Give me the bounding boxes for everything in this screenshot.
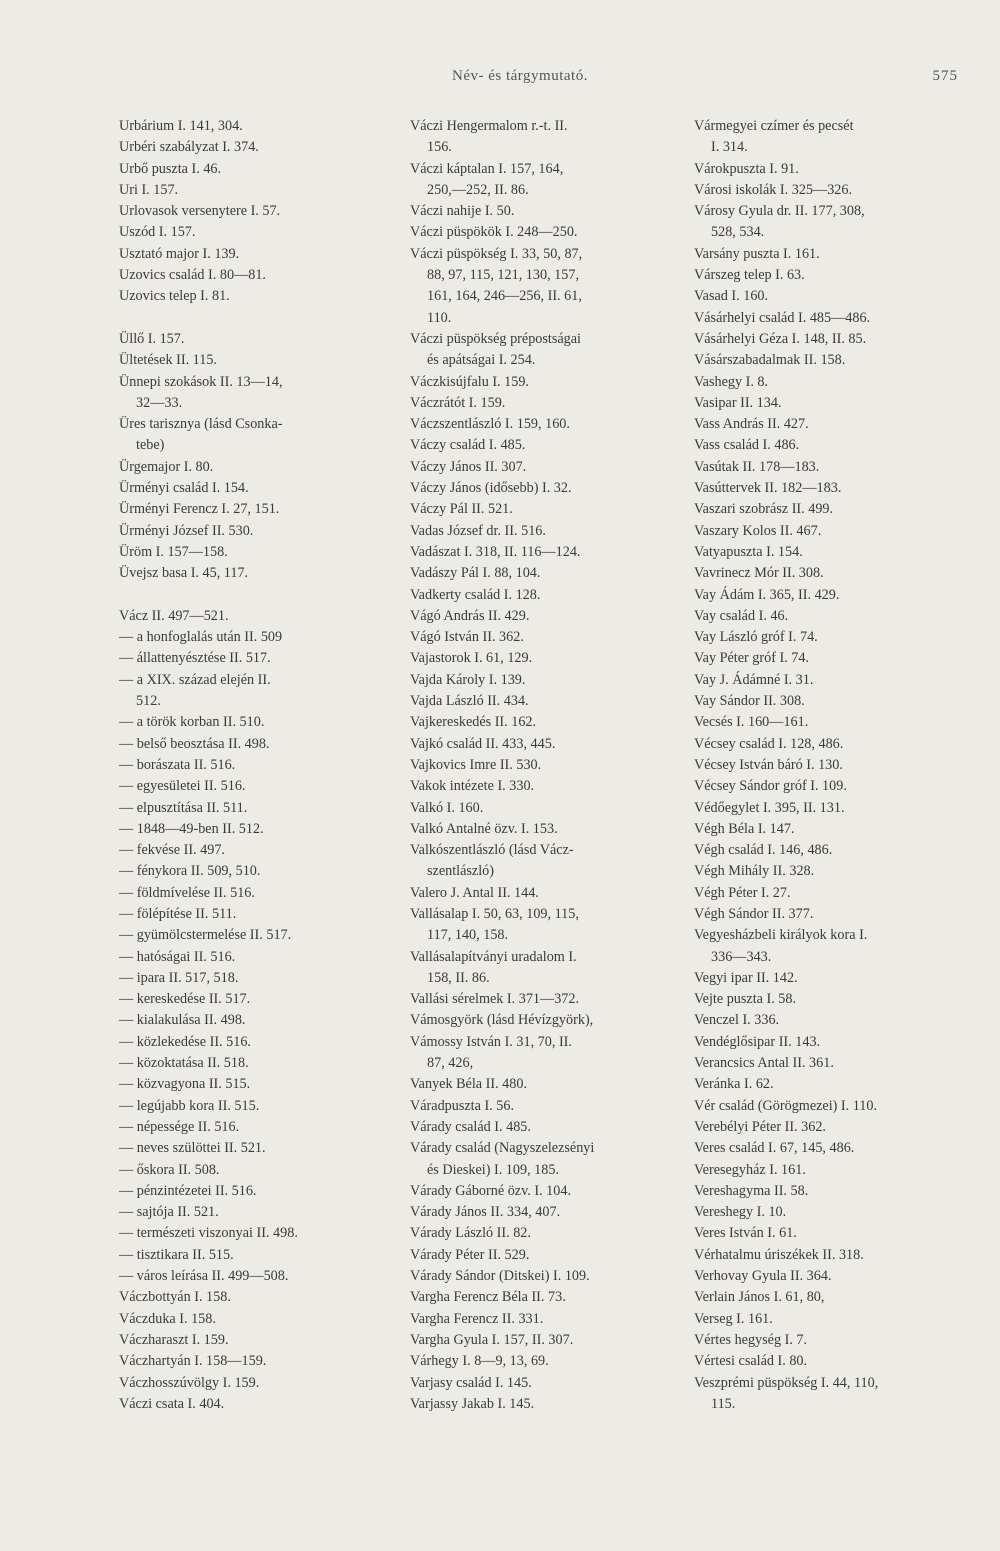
index-entry: Vaszary Kolos II. 467. <box>694 522 822 539</box>
index-column-1 <box>119 116 387 1415</box>
index-entry: Várszeg telep I. 63. <box>694 267 805 284</box>
index-entry: Urbárium I. 141, 304. <box>119 118 243 134</box>
index-entry: Váczi csata I. 404. <box>119 1395 225 1412</box>
index-entry: Várady család I. 485. <box>410 1118 531 1135</box>
index-entry: Ürményi család I. 154. <box>119 480 249 497</box>
index-entry: 250,—252, II. 86. <box>427 181 529 198</box>
index-entry: és Dieskei) I. 109, 185. <box>427 1161 559 1178</box>
index-entry: Vásárhelyi Géza I. 148, II. 85. <box>694 330 867 347</box>
index-entry: Vajda Károly I. 139. <box>410 671 526 688</box>
index-entry: — közvagyona II. 515. <box>119 1076 251 1093</box>
page-header <box>0 68 1000 90</box>
index-entry: Váczi káptalan I. 157, 164, <box>410 160 564 177</box>
index-entry: Vajkovics Imre II. 530. <box>410 756 542 773</box>
index-entry: Városi iskolák I. 325—326. <box>694 181 853 198</box>
index-entry: Ürményi Ferencz I. 27, 151. <box>119 501 280 518</box>
page-number: 575 <box>932 68 958 84</box>
index-entry: Uzovics telep I. 81. <box>119 288 230 305</box>
index-entry: Vay család I. 46. <box>694 607 789 624</box>
index-entry: — 1848—49-ben II. 512. <box>119 820 264 837</box>
index-entry: Várady Péter II. 529. <box>410 1246 530 1263</box>
index-entry: Váczy Pál II. 521. <box>410 501 513 518</box>
index-entry: Vásárszabadalmak II. 158. <box>694 352 846 369</box>
index-entry: — tisztikara II. 515. <box>119 1246 234 1263</box>
index-entry: Üvejsz basa I. 45, 117. <box>119 565 249 582</box>
index-entry: — a XIX. század elején II. <box>119 671 271 688</box>
index-entry: — egyesületei II. 516. <box>119 778 246 795</box>
index-entry: 115. <box>711 1395 736 1412</box>
index-entry: Vargha Gyula I. 157, II. 307. <box>410 1331 574 1348</box>
index-entry: Ünnepi szokások II. 13—14, <box>119 373 283 390</box>
index-entry: Vallásalapítványi uradalom I. <box>410 948 577 965</box>
index-entry: 336—343. <box>711 948 772 965</box>
index-entry: Váczduka I. 158. <box>119 1310 216 1327</box>
index-entry: — legújabb kora II. 515. <box>119 1097 260 1114</box>
index-entry: Váczi nahije I. 50. <box>410 203 515 220</box>
index-entry: Vasútak II. 178—183. <box>694 458 820 475</box>
index-entry: Vágó András II. 429. <box>410 607 530 624</box>
index-entry: Váczy János II. 307. <box>410 458 527 475</box>
index-entry: Vargha Ferencz II. 331. <box>410 1310 544 1327</box>
index-entry: Vámossy István I. 31, 70, II. <box>410 1033 572 1050</box>
index-entry: — elpusztítása II. 511. <box>119 799 248 816</box>
index-entry: — pénzintézetei II. 516. <box>119 1182 257 1199</box>
index-entry: Verlain János I. 61, 80, <box>694 1289 825 1306</box>
index-entry: Vejte puszta I. 58. <box>694 991 797 1008</box>
index-entry: Vashegy I. 8. <box>694 373 769 390</box>
index-entry: — közoktatása II. 518. <box>119 1055 249 1072</box>
index-entry: — a honfoglalás után II. 509 <box>119 629 283 646</box>
index-entry: Varjassy Jakab I. 145. <box>410 1395 535 1412</box>
index-entry: — sajtója II. 521. <box>119 1204 219 1221</box>
index-entry: Vadászat I. 318, II. 116—124. <box>410 543 581 560</box>
index-entry: — természeti viszonyai II. 498. <box>119 1225 298 1242</box>
index-entry: 88, 97, 115, 121, 130, 157, <box>427 267 579 284</box>
index-entry: — őskora II. 508. <box>119 1161 220 1178</box>
index-entry: Vérhatalmu úriszékek II. 318. <box>694 1246 864 1263</box>
index-entry: — borászata II. 516. <box>119 756 236 773</box>
index-entry: Vadkerty család I. 128. <box>410 586 541 603</box>
index-entry: Váczi püspökség I. 33, 50, 87, <box>410 245 583 262</box>
index-entry: Ürményi József II. 530. <box>119 522 254 539</box>
index-entry: Vajda László II. 434. <box>410 693 529 710</box>
index-entry: Vay J. Ádámné I. 31. <box>694 671 814 688</box>
index-entry: — gyümölcstermelése II. 517. <box>119 927 292 944</box>
index-entry: Végh Sándor II. 377. <box>694 905 814 922</box>
index-entry: Váczkisújfalu I. 159. <box>410 373 529 390</box>
index-entry: Urlovasok versenytere I. 57. <box>119 203 281 220</box>
index-entry: — közlekedése II. 516. <box>119 1033 251 1050</box>
index-entry: Uri I. 157. <box>119 181 179 198</box>
index-entry: Váczszentlászló I. 159, 160. <box>410 416 570 433</box>
index-entry: tebe) <box>136 437 165 454</box>
index-entry: — neves szülöttei II. 521. <box>119 1140 266 1157</box>
index-entry: Vasúttervek II. 182—183. <box>694 480 842 497</box>
index-entry: 158, II. 86. <box>427 969 490 986</box>
index-entry: Vass család I. 486. <box>694 437 800 454</box>
index-entry: Vécsey István báró I. 130. <box>694 756 843 773</box>
index-entry: Vér család (Görögmezei) I. 110. <box>694 1097 878 1114</box>
index-entry: Váczy János (idősebb) I. 32. <box>410 480 572 497</box>
index-entry: Vallásalap I. 50, 63, 109, 115, <box>410 905 579 922</box>
index-entry: Üllő I. 157. <box>119 330 185 347</box>
index-entry: Városy Gyula dr. II. 177, 308, <box>694 203 865 220</box>
index-entry: Uszód I. 157. <box>119 224 196 241</box>
index-entry: Urbő puszta I. 46. <box>119 160 222 177</box>
index-entry: Váczi Hengermalom r.-t. II. <box>410 118 568 134</box>
index-entry: Váradpuszta I. 56. <box>410 1097 515 1114</box>
index-entry: I. 314. <box>711 139 748 156</box>
index-entry: Vásárhelyi család I. 485—486. <box>694 309 871 326</box>
section-gap <box>119 308 387 329</box>
running-title: Név- és tárgymutató. <box>452 68 588 84</box>
index-entry: Vécsey Sándor gróf I. 109. <box>694 778 847 795</box>
index-entry: Veresegyház I. 161. <box>694 1161 806 1178</box>
index-entry: Várokpuszta I. 91. <box>694 160 799 177</box>
index-entry: Ürgemajor I. 80. <box>119 458 214 475</box>
index-entry: Verhovay Gyula II. 364. <box>694 1268 832 1285</box>
index-column-2 <box>410 116 672 1415</box>
index-entry: — belső beosztása II. 498. <box>119 735 270 752</box>
index-entry: 87, 426, <box>427 1055 474 1072</box>
index-entry: Vay László gróf I. 74. <box>694 629 818 646</box>
index-entry: — népessége II. 516. <box>119 1118 240 1135</box>
index-entry: Vallási sérelmek I. 371—372. <box>410 991 580 1008</box>
index-entry: — ipara II. 517, 518. <box>119 969 239 986</box>
index-entry: Varsány puszta I. 161. <box>694 245 820 262</box>
index-entry: 528, 534. <box>711 224 765 241</box>
index-entry: 512. <box>136 693 161 710</box>
index-entry: Vavrinecz Mór II. 308. <box>694 565 824 582</box>
index-entry: Valkó I. 160. <box>410 799 484 816</box>
index-entry: Vay Péter gróf I. 74. <box>694 650 810 667</box>
index-entry: — kialakulása II. 498. <box>119 1012 246 1029</box>
index-entry: Védőegylet I. 395, II. 131. <box>694 799 845 816</box>
index-entry: Vágó István II. 362. <box>410 629 524 646</box>
index-entry: Várady László II. 82. <box>410 1225 531 1242</box>
index-entry: — földmívelése II. 516. <box>119 884 255 901</box>
index-entry: Várady János II. 334, 407. <box>410 1204 561 1221</box>
index-column-3 <box>694 116 974 1415</box>
index-entry: — kereskedése II. 517. <box>119 991 251 1008</box>
index-entry: Vakok intézete I. 330. <box>410 778 535 795</box>
index-entry: Vértes hegység I. 7. <box>694 1331 808 1348</box>
index-entry: Vécsey család I. 128, 486. <box>694 735 844 752</box>
index-entry: — fölépítése II. 511. <box>119 905 237 922</box>
index-entry: Váczrátót I. 159. <box>410 394 506 411</box>
index-entry: — fekvése II. 497. <box>119 842 225 859</box>
index-entry: Várhegy I. 8—9, 13, 69. <box>410 1353 549 1370</box>
index-entry: Urbéri szabályzat I. 374. <box>119 139 259 156</box>
index-entry: Vácz II. 497—521. <box>119 607 229 624</box>
index-entry: Üres tarisznya (lásd Csonka- <box>119 416 283 433</box>
index-entry: Vereshagyma II. 58. <box>694 1182 809 1199</box>
index-entry: Valkó Antalné özv. I. 153. <box>410 820 558 837</box>
index-entry: Vasad I. 160. <box>694 288 769 305</box>
index-entry: Vámosgyörk (lásd Hévízgyörk), <box>410 1012 594 1029</box>
index-entry: Veres István I. 61. <box>694 1225 797 1242</box>
index-entry: Vegyesházbeli királyok kora I. <box>694 927 868 944</box>
index-entry: Váczharaszt I. 159. <box>119 1331 229 1348</box>
index-entry: Váczi püspökök I. 248—250. <box>410 224 578 241</box>
index-entry: Vay Ádám I. 365, II. 429. <box>694 586 840 603</box>
index-entry: Venczel I. 336. <box>694 1012 780 1029</box>
index-entry: Üröm I. 157—158. <box>119 543 228 560</box>
index-entry: Vereshegy I. 10. <box>694 1204 787 1221</box>
index-entry: Usztató major I. 139. <box>119 245 240 262</box>
index-entry: Váczi püspökség prépostságai <box>410 330 581 347</box>
index-entry: Végh Péter I. 27. <box>694 884 791 901</box>
index-entry: Vatyapuszta I. 154. <box>694 543 803 560</box>
index-entry: Ültetések II. 115. <box>119 352 217 369</box>
index-entry: — város leírása II. 499—508. <box>119 1268 289 1285</box>
index-entry: 32—33. <box>136 394 183 411</box>
index-entry: Váczy család I. 485. <box>410 437 526 454</box>
index-entry: Végh Béla I. 147. <box>694 820 795 837</box>
index-entry: Verancsics Antal II. 361. <box>694 1055 834 1072</box>
index-entry: Váczhartyán I. 158—159. <box>119 1353 267 1370</box>
index-entry: Vargha Ferencz Béla II. 73. <box>410 1289 566 1306</box>
index-entry: — fénykora II. 509, 510. <box>119 863 261 880</box>
section-gap <box>119 585 387 606</box>
index-entry: Vajastorok I. 61, 129. <box>410 650 533 667</box>
index-entry: Verebélyi Péter II. 362. <box>694 1118 826 1135</box>
index-entry: Vasipar II. 134. <box>694 394 782 411</box>
index-entry: Váczbottyán I. 158. <box>119 1289 231 1306</box>
index-entry: Vendéglősipar II. 143. <box>694 1033 821 1050</box>
index-entry: Vértesi család I. 80. <box>694 1353 808 1370</box>
index-entry: Vay Sándor II. 308. <box>694 693 805 710</box>
index-entry: Valkószentlászló (lásd Vácz- <box>410 842 574 859</box>
index-entry: Vadászy Pál I. 88, 104. <box>410 565 541 582</box>
index-entry: Várady család (Nagyszelezsényi <box>410 1140 595 1157</box>
index-entry: Vanyek Béla II. 480. <box>410 1076 528 1093</box>
index-entry: Verseg I. 161. <box>694 1310 773 1327</box>
index-entry: Vecsés I. 160—161. <box>694 714 809 731</box>
index-entry: Veránka I. 62. <box>694 1076 774 1093</box>
index-entry: — állattenyésztése II. 517. <box>119 650 271 667</box>
index-entry: 117, 140, 158. <box>427 927 509 944</box>
index-entry: Váczhosszúvölgy I. 159. <box>119 1374 260 1391</box>
index-entry: — hatóságai II. 516. <box>119 948 236 965</box>
index-entry: Uzovics család I. 80—81. <box>119 267 266 284</box>
index-entry: — a török korban II. 510. <box>119 714 265 731</box>
index-entry: Várady Sándor (Ditskei) I. 109. <box>410 1268 590 1285</box>
index-entry: Veszprémi püspökség I. 44, 110, <box>694 1374 879 1391</box>
index-entry: Végh család I. 146, 486. <box>694 842 833 859</box>
index-entry: 156. <box>427 139 452 156</box>
index-entry: Veres család I. 67, 145, 486. <box>694 1140 855 1157</box>
index-entry: 110. <box>427 309 452 326</box>
index-entry: Végh Mihály II. 328. <box>694 863 815 880</box>
index-entry: Vadas József dr. II. 516. <box>410 522 546 539</box>
index-entry: Vass András II. 427. <box>694 416 809 433</box>
index-entry: Vajkó család II. 433, 445. <box>410 735 556 752</box>
index-entry: Varjasy család I. 145. <box>410 1374 532 1391</box>
index-entry: Vajkereskedés II. 162. <box>410 714 537 731</box>
index-entry: és apátságai I. 254. <box>427 352 536 369</box>
index-entry: Valero J. Antal II. 144. <box>410 884 539 901</box>
index-entry: Vármegyei czímer és pecsét <box>694 118 854 134</box>
index-entry: 161, 164, 246—256, II. 61, <box>427 288 582 305</box>
index-entry: szentlászló) <box>427 863 494 880</box>
index-entry: Várady Gáborné özv. I. 104. <box>410 1182 571 1199</box>
index-entry: Vegyi ipar II. 142. <box>694 969 798 986</box>
index-entry: Vaszari szobrász II. 499. <box>694 501 834 518</box>
